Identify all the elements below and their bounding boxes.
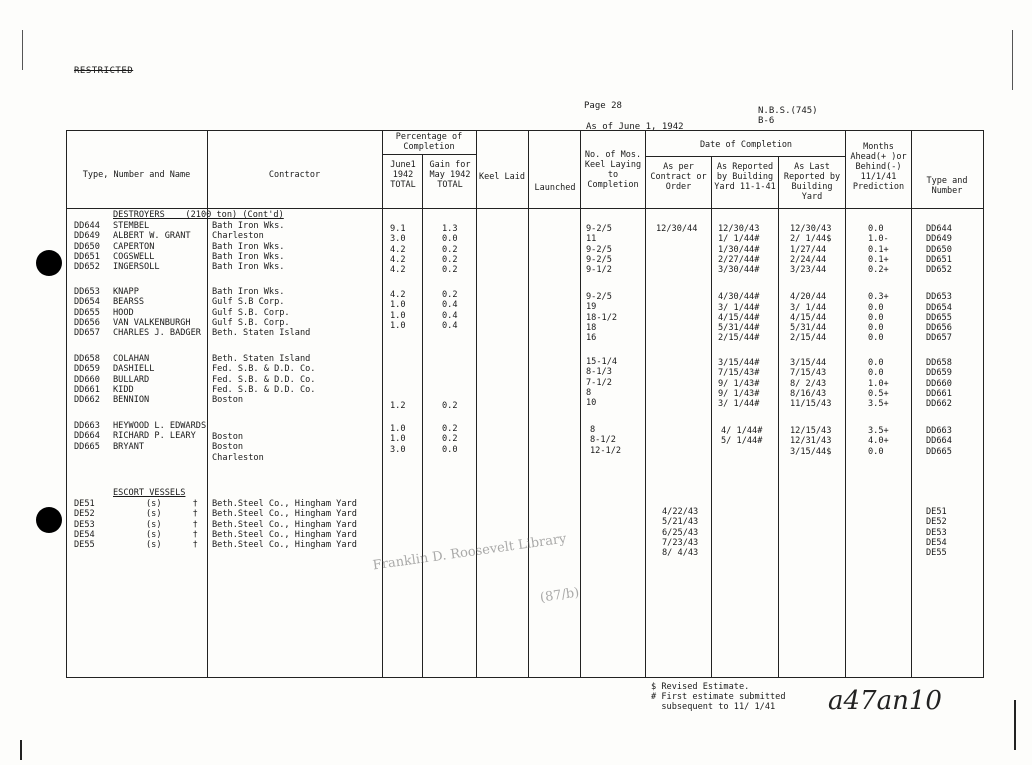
header-last-reported: As Last Reported by Building Yard <box>783 162 841 202</box>
restricted-label: RESTRICTED <box>74 66 134 76</box>
gain-group-3: 0.2 <box>442 401 458 411</box>
col-line <box>778 156 779 677</box>
contract-escort: 4/22/43 5/21/43 6/25/43 7/23/43 8/ 4/43 <box>662 507 699 559</box>
header-percentage: Percentage of Completion <box>395 132 463 152</box>
type-group-1: DD644 DD649 DD650 DD651 DD652 <box>926 224 952 276</box>
reference-sub: B-6 <box>758 116 775 126</box>
footnote-first-estimate: # First estimate submitted subsequent to 11/ 1/41 <box>651 692 786 712</box>
col-line <box>528 130 529 677</box>
reported-group-2: 4/30/44# 3/ 1/44# 4/15/44# 5/31/44# 2/15/44# <box>718 292 760 344</box>
reference-number: N.B.S.(745) <box>758 106 818 116</box>
header-gain: Gain for May 1942 TOTAL <box>429 160 471 190</box>
library-stamp: Franklin D. Roosevelt Library <box>371 531 568 574</box>
june-group-3: 1.2 <box>390 401 406 411</box>
ahead-group-2: 0.3+ 0.0 0.0 0.0 0.0 <box>868 292 889 344</box>
names-group-3: COLAHAN DASHIELL BULLARD KIDD BENNION <box>113 354 155 406</box>
header-per-contract: As per Contract or Order <box>650 162 707 192</box>
percentage-divider <box>382 154 476 155</box>
gain-group-4: 0.2 0.2 0.0 <box>442 424 458 455</box>
col-line <box>382 130 383 677</box>
type-group-4: DD663 DD664 DD665 <box>926 426 952 457</box>
gain-group-1: 1.3 0.0 0.2 0.2 0.2 <box>442 224 458 276</box>
footnote-revised: $ Revised Estimate. <box>651 682 750 692</box>
section-destroyers: DESTROYERS (2100 ton) (Cont'd) <box>113 210 284 220</box>
reported-group-3: 3/15/44# 7/15/43# 9/ 1/43# 9/ 1/43# 3/ 1/44# <box>718 358 760 410</box>
scan-edge-mark <box>1012 30 1013 90</box>
mos-group-2: 9-2/5 19 18-1/2 18 16 <box>586 292 618 344</box>
names-group-2: KNAPP BEARSS HOOD VAN VALKENBURGH CHARLES J. BADGER <box>113 287 201 339</box>
contract-group-1: 12/30/44 <box>656 224 698 234</box>
gain-group-2: 0.2 0.4 0.4 0.4 <box>442 290 458 331</box>
punch-hole <box>36 507 62 533</box>
type-group-2: DD653 DD654 DD655 DD656 DD657 <box>926 292 952 344</box>
header-launched: Launched <box>534 183 576 193</box>
contractors-group-2: Bath Iron Wks. Gulf S.B Corp. Gulf S.B. Corp. Gulf S.B. Corp. Beth. Staten Island <box>212 287 311 339</box>
ids-group-4: DD663 DD664 DD665 <box>74 421 100 452</box>
june-group-2: 4.2 1.0 1.0 1.0 <box>390 290 406 331</box>
contractors-escort: Beth.Steel Co., Hingham Yard Beth.Steel Co., Hingham Yard Beth.Steel Co., Hingham Yard Beth.Steel Co., Hingham Yard Beth.Steel Co., Hingham Yard <box>212 499 357 551</box>
reported-group-1: 12/30/43 1/ 1/44# 1/30/44# 2/27/44# 3/30/44# <box>718 224 760 276</box>
header-contractor: Contractor <box>268 170 321 180</box>
last-group-2: 4/20/44 3/ 1/44 4/15/44 5/31/44 2/15/44 <box>790 292 827 344</box>
library-stamp-number: (87/b) <box>539 585 581 606</box>
contractors-group-1: Bath Iron Wks. Charleston Bath Iron Wks. Bath Iron Wks. Bath Iron Wks. <box>212 221 285 273</box>
names-group-4: HEYWOOD L. EDWARDS RICHARD P. LEARY BRYANT <box>113 421 207 452</box>
last-group-4: 12/15/43 12/31/43 3/15/44$ <box>790 426 832 457</box>
ahead-group-1: 0.0 1.0- 0.1+ 0.1+ 0.2+ <box>868 224 889 276</box>
last-group-3: 3/15/44 7/15/43 8/ 2/43 8/16/43 11/15/43 <box>790 358 832 410</box>
ahead-group-4: 3.5+ 4.0+ 0.0 <box>868 426 889 457</box>
handwritten-annotation: a47an10 <box>828 686 942 716</box>
ids-group-1: DD644 DD649 DD650 DD651 DD652 <box>74 221 100 273</box>
june-group-4: 1.0 1.0 3.0 <box>390 424 406 455</box>
names-group-1: STEMBEL ALBERT W. GRANT CAPERTON COGSWELL INGERSOLL <box>113 221 191 273</box>
last-group-1: 12/30/43 2/ 1/44$ 1/27/44 2/24/44 3/23/44 <box>790 224 832 276</box>
scan-edge-mark <box>22 30 23 70</box>
ids-group-3: DD658 DD659 DD660 DD661 DD662 <box>74 354 100 406</box>
page-number: Page 28 <box>584 101 622 111</box>
header-type-name: Type, Number and Name <box>82 170 191 180</box>
scan-edge-mark <box>1014 700 1016 750</box>
ids-group-2: DD653 DD654 DD655 DD656 DD657 <box>74 287 100 339</box>
mos-group-3: 15-1/4 8-1/3 7-1/2 8 10 <box>586 357 618 409</box>
june-group-1: 9.1 3.0 4.2 4.2 4.2 <box>390 224 406 276</box>
reported-group-4: 4/ 1/44# 5/ 1/44# <box>721 426 763 447</box>
type-escort: DE51 DE52 DE53 DE54 DE55 <box>926 507 947 559</box>
scan-edge-mark <box>20 740 22 760</box>
contractors-group-3: Beth. Staten Island Fed. S.B. & D.D. Co. Fed. S.B. & D.D. Co. Fed. S.B. & D.D. Co. Boston <box>212 354 316 406</box>
col-line <box>422 154 423 677</box>
header-type-number: Type and Number <box>926 176 968 196</box>
mos-group-4: 8 8-1/2 12-1/2 <box>590 425 622 456</box>
col-line <box>711 156 712 677</box>
as-of-date: As of June 1, 1942 <box>586 122 684 132</box>
ahead-group-3: 0.0 0.0 1.0+ 0.5+ 3.5+ <box>868 358 889 410</box>
col-line <box>845 130 846 677</box>
punch-hole <box>36 250 62 276</box>
header-months-keel: No. of Mos. Keel Laying to Completion <box>584 150 642 190</box>
section-escort-vessels: ESCORT VESSELS <box>113 488 186 498</box>
header-divider <box>66 208 984 209</box>
header-months-ahead: Months Ahead(+ )or Behind(-) 11/1/41 Prediction <box>850 142 907 192</box>
col-line <box>476 130 477 677</box>
col-line <box>645 130 646 677</box>
date-divider <box>645 156 845 157</box>
header-reported-building: As Reported by Building Yard 11-1-41 <box>714 162 776 192</box>
col-line <box>911 130 912 677</box>
type-group-3: DD658 DD659 DD660 DD661 DD662 <box>926 358 952 410</box>
names-escort: (s) † (s) † (s) † (s) † (s) † <box>146 499 198 551</box>
mos-group-1: 9-2/5 11 9-2/5 9-2/5 9-1/2 <box>586 224 612 276</box>
header-date-completion: Date of Completion <box>699 140 793 150</box>
col-line <box>580 130 581 677</box>
header-keel-laid: Keel Laid <box>478 172 526 182</box>
contractors-group-4: Boston Boston Charleston <box>212 432 264 463</box>
ids-escort: DE51 DE52 DE53 DE54 DE55 <box>74 499 95 551</box>
header-june1: June1 1942 TOTAL <box>390 160 416 190</box>
